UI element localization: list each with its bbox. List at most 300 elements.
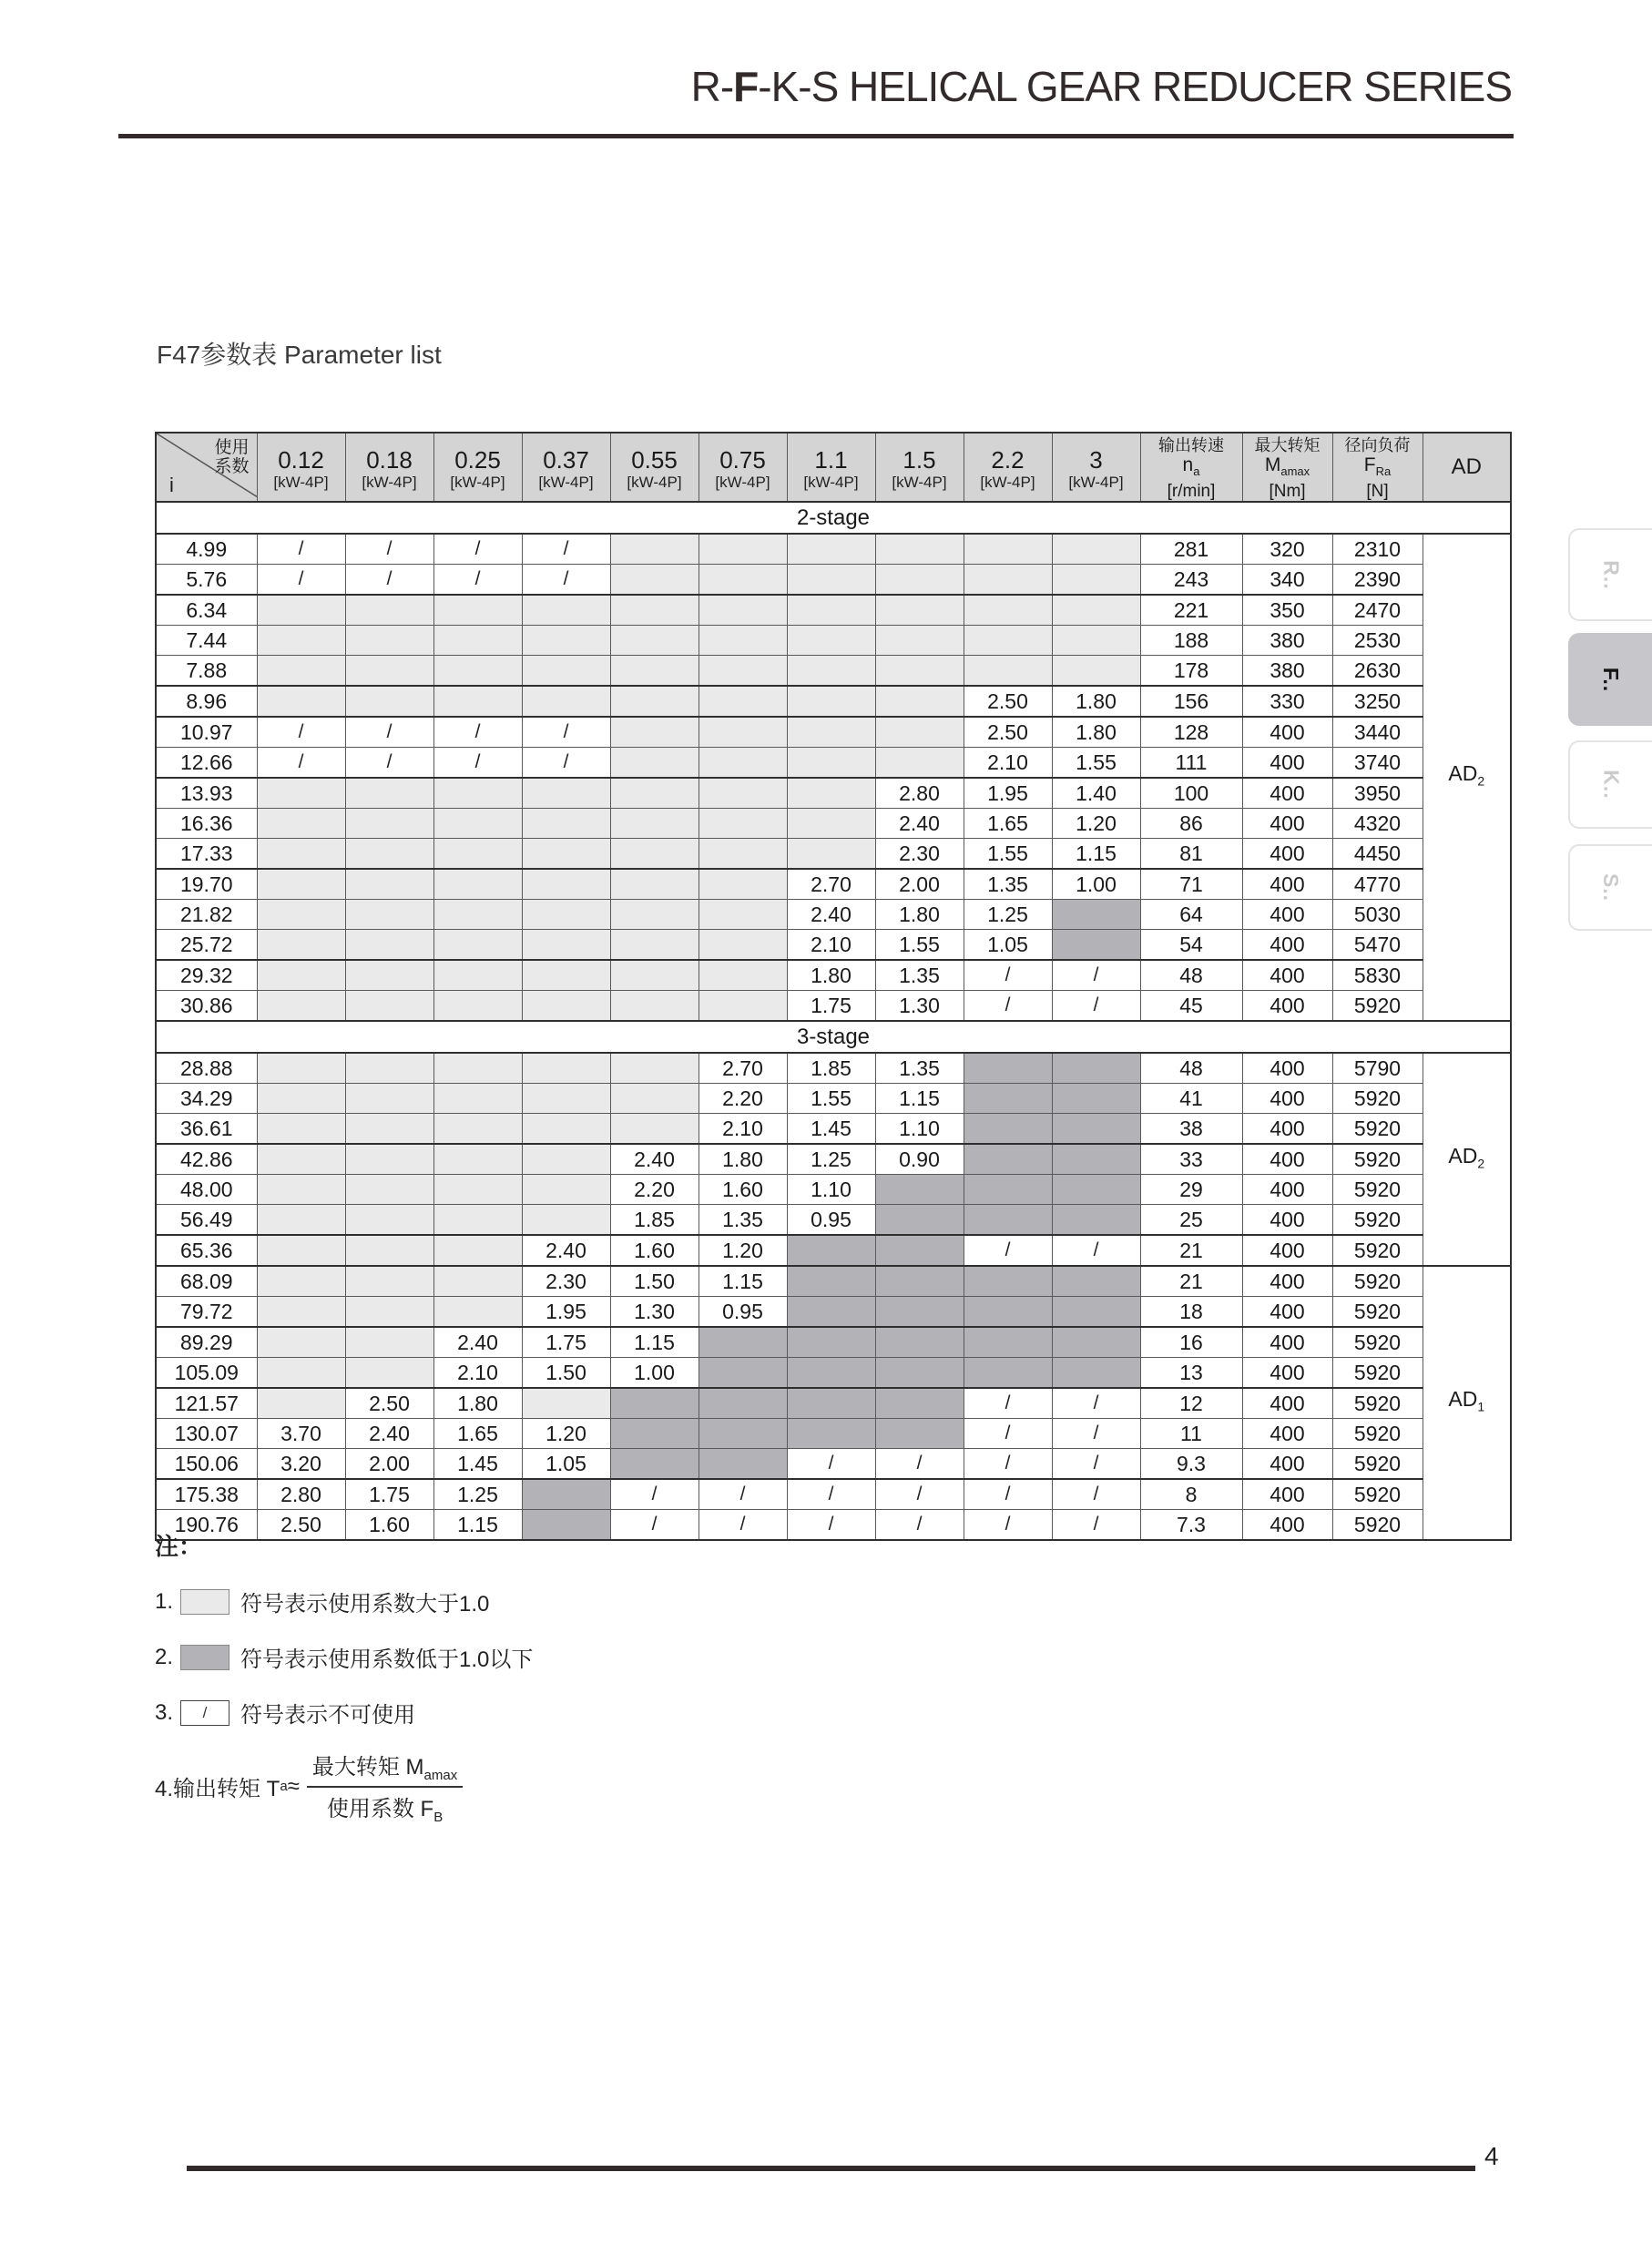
factor-cell-below-1 xyxy=(787,1327,875,1358)
factor-cell-above-1 xyxy=(257,1358,345,1389)
power-column-header: 0.12 [kW-4P] xyxy=(257,433,345,502)
table-row xyxy=(156,1175,1511,1205)
page-title-bold: F xyxy=(733,63,759,110)
speed-cell: 33 xyxy=(1140,1144,1242,1175)
factor-cell-above-1 xyxy=(875,595,964,626)
not-usable-cell: / xyxy=(345,565,433,596)
torque-cell: 380 xyxy=(1242,626,1332,656)
factor-cell-above-1 xyxy=(875,717,964,748)
factor-cell: 1.35 xyxy=(875,1053,964,1084)
table-row xyxy=(156,930,1511,961)
factor-cell-below-1 xyxy=(964,1053,1052,1084)
speed-cell: 156 xyxy=(1140,686,1242,717)
not-usable-cell: / xyxy=(875,1510,964,1541)
table-row xyxy=(156,1114,1511,1145)
torque-cell: 400 xyxy=(1242,1175,1332,1205)
factor-cell-above-1 xyxy=(433,656,522,687)
factor-cell-above-1 xyxy=(257,686,345,717)
factor-cell-above-1 xyxy=(257,1084,345,1114)
factor-cell-above-1 xyxy=(345,960,433,991)
not-usable-cell: / xyxy=(699,1479,787,1510)
radial-load-cell: 3440 xyxy=(1332,717,1423,748)
speed-cell: 243 xyxy=(1140,565,1242,596)
table-row xyxy=(156,1358,1511,1389)
power-column-header: 3 [kW-4P] xyxy=(1052,433,1140,502)
factor-cell-above-1 xyxy=(345,839,433,870)
torque-cell: 400 xyxy=(1242,991,1332,1022)
corner-header-cell xyxy=(156,433,257,502)
radial-load-cell: 2470 xyxy=(1332,595,1423,626)
ratio-cell: 13.93 xyxy=(156,778,257,809)
factor-cell-below-1 xyxy=(610,1388,699,1419)
radial-load-cell: 5920 xyxy=(1332,1175,1423,1205)
not-usable-cell: / xyxy=(1052,991,1140,1022)
speed-cell: 41 xyxy=(1140,1084,1242,1114)
note-text: 符号表示使用系数低于1.0以下 xyxy=(240,1647,534,1672)
factor-cell-above-1 xyxy=(1052,595,1140,626)
factor-cell-above-1 xyxy=(345,1266,433,1297)
factor-cell-above-1 xyxy=(610,626,699,656)
factor-cell-above-1 xyxy=(522,1084,610,1114)
factor-cell: 1.15 xyxy=(1052,839,1140,870)
factor-cell: 1.80 xyxy=(433,1388,522,1419)
factor-cell-below-1 xyxy=(1052,1266,1140,1297)
not-usable-cell: / xyxy=(345,748,433,779)
factor-cell-above-1 xyxy=(787,809,875,839)
torque-cell: 400 xyxy=(1242,1327,1332,1358)
factor-cell-above-1 xyxy=(257,626,345,656)
not-usable-cell: / xyxy=(964,991,1052,1022)
ad-column-header: AD xyxy=(1423,433,1511,502)
not-usable-cell: / xyxy=(257,717,345,748)
page-title xyxy=(691,62,1512,111)
torque-cell: 340 xyxy=(1242,565,1332,596)
factor-cell-above-1 xyxy=(345,778,433,809)
ratio-cell: 130.07 xyxy=(156,1419,257,1449)
speed-cell: 38 xyxy=(1140,1114,1242,1145)
note-text: 符号表示使用系数大于1.0 xyxy=(240,1592,490,1617)
factor-cell-below-1 xyxy=(875,1235,964,1266)
speed-cell: 221 xyxy=(1140,595,1242,626)
table-row xyxy=(156,1388,1511,1419)
table-row xyxy=(156,991,1511,1022)
torque-cell: 400 xyxy=(1242,1205,1332,1236)
ratio-cell: 7.44 xyxy=(156,626,257,656)
factor-cell-above-1 xyxy=(522,1053,610,1084)
factor-cell: 2.80 xyxy=(875,778,964,809)
ratio-cell: 5.76 xyxy=(156,565,257,596)
factor-cell-above-1 xyxy=(699,778,787,809)
torque-cell: 400 xyxy=(1242,839,1332,870)
slash-swatch: / xyxy=(180,1700,229,1726)
not-usable-cell: / xyxy=(964,1235,1052,1266)
ratio-cell: 56.49 xyxy=(156,1205,257,1236)
not-usable-cell: / xyxy=(257,534,345,565)
side-tab-s[interactable] xyxy=(1568,844,1652,931)
not-usable-cell: / xyxy=(964,1449,1052,1480)
speed-cell: 48 xyxy=(1140,1053,1242,1084)
radial-load-cell: 5920 xyxy=(1332,991,1423,1022)
factor-cell: 1.50 xyxy=(610,1266,699,1297)
not-usable-cell: / xyxy=(1052,1510,1140,1541)
factor-cell-above-1 xyxy=(787,534,875,565)
dark-shade-swatch xyxy=(180,1645,229,1670)
stage-band-row xyxy=(156,1021,1511,1053)
factor-cell-above-1 xyxy=(699,656,787,687)
radial-load-cell: 5920 xyxy=(1332,1358,1423,1389)
factor-cell-above-1 xyxy=(345,1327,433,1358)
factor-cell-above-1 xyxy=(433,1144,522,1175)
factor-cell-below-1 xyxy=(699,1419,787,1449)
factor-cell: 0.95 xyxy=(787,1205,875,1236)
radial-load-cell: 5920 xyxy=(1332,1114,1423,1145)
power-column-header: 2.2 [kW-4P] xyxy=(964,433,1052,502)
not-usable-cell: / xyxy=(1052,1235,1140,1266)
not-usable-cell: / xyxy=(433,534,522,565)
torque-cell: 400 xyxy=(1242,1510,1332,1541)
factor-cell-above-1 xyxy=(345,595,433,626)
torque-cell: 400 xyxy=(1242,1419,1332,1449)
factor-cell-above-1 xyxy=(433,1084,522,1114)
factor-cell-above-1 xyxy=(964,595,1052,626)
factor-cell-above-1 xyxy=(610,869,699,900)
factor-cell-above-1 xyxy=(345,1053,433,1084)
torque-cell: 380 xyxy=(1242,656,1332,687)
speed-cell: 16 xyxy=(1140,1327,1242,1358)
ratio-cell: 34.29 xyxy=(156,1084,257,1114)
factor-cell: 1.65 xyxy=(433,1419,522,1449)
factor-cell-above-1 xyxy=(699,869,787,900)
factor-cell-above-1 xyxy=(433,809,522,839)
speed-cell: 13 xyxy=(1140,1358,1242,1389)
factor-cell: 3.20 xyxy=(257,1449,345,1480)
not-usable-cell: / xyxy=(787,1510,875,1541)
torque-cell: 400 xyxy=(1242,960,1332,991)
factor-cell-above-1 xyxy=(257,1327,345,1358)
not-usable-cell: / xyxy=(964,960,1052,991)
power-column-header: 1.1 [kW-4P] xyxy=(787,433,875,502)
factor-cell-above-1 xyxy=(522,930,610,961)
radial-load-cell: 4770 xyxy=(1332,869,1423,900)
factor-cell-above-1 xyxy=(345,1114,433,1145)
torque-cell: 400 xyxy=(1242,1388,1332,1419)
factor-cell-above-1 xyxy=(257,1175,345,1205)
factor-cell-above-1 xyxy=(257,1114,345,1145)
radial-load-cell: 2310 xyxy=(1332,534,1423,565)
radial-load-cell: 3950 xyxy=(1332,778,1423,809)
ratio-cell: 36.61 xyxy=(156,1114,257,1145)
side-tab-k[interactable] xyxy=(1568,740,1652,829)
factor-cell-below-1 xyxy=(1052,900,1140,930)
factor-cell-above-1 xyxy=(787,626,875,656)
torque-cell: 400 xyxy=(1242,809,1332,839)
factor-cell: 1.05 xyxy=(522,1449,610,1480)
not-usable-cell: / xyxy=(964,1419,1052,1449)
factor-cell: 1.30 xyxy=(875,991,964,1022)
factor-cell-below-1 xyxy=(1052,1358,1140,1389)
factor-cell: 1.60 xyxy=(345,1510,433,1541)
radial-load-cell: 5920 xyxy=(1332,1327,1423,1358)
speed-cell: 8 xyxy=(1140,1479,1242,1510)
factor-cell: 1.50 xyxy=(522,1358,610,1389)
not-usable-cell: / xyxy=(875,1479,964,1510)
radial-load-cell: 5920 xyxy=(1332,1419,1423,1449)
factor-cell: 1.45 xyxy=(433,1449,522,1480)
factor-cell-above-1 xyxy=(345,1144,433,1175)
factor-cell: 1.75 xyxy=(522,1327,610,1358)
factor-cell-above-1 xyxy=(433,1114,522,1145)
not-usable-cell: / xyxy=(1052,960,1140,991)
factor-cell: 1.15 xyxy=(433,1510,522,1541)
factor-cell: 1.80 xyxy=(1052,686,1140,717)
factor-cell-above-1 xyxy=(522,656,610,687)
factor-cell: 2.50 xyxy=(257,1510,345,1541)
not-usable-cell: / xyxy=(257,748,345,779)
factor-cell-above-1 xyxy=(433,1266,522,1297)
factor-cell: 1.65 xyxy=(964,809,1052,839)
note-number: 1. xyxy=(155,1588,174,1614)
ratio-cell: 65.36 xyxy=(156,1235,257,1266)
factor-cell: 1.55 xyxy=(875,930,964,961)
factor-cell-above-1 xyxy=(699,960,787,991)
factor-cell-below-1 xyxy=(1052,1175,1140,1205)
stage-band-label: 3-stage xyxy=(156,1021,1511,1053)
factor-cell-above-1 xyxy=(699,809,787,839)
torque-cell: 320 xyxy=(1242,534,1332,565)
formula-prefix: 4.输出转矩 T xyxy=(155,1777,280,1802)
factor-cell-above-1 xyxy=(345,1175,433,1205)
factor-cell-above-1 xyxy=(522,839,610,870)
ratio-cell: 48.00 xyxy=(156,1175,257,1205)
factor-cell-above-1 xyxy=(1052,626,1140,656)
factor-cell-below-1 xyxy=(964,1297,1052,1328)
factor-cell-below-1 xyxy=(1052,1114,1140,1145)
factor-cell-above-1 xyxy=(433,1205,522,1236)
factor-cell-above-1 xyxy=(257,1235,345,1266)
ratio-label: i xyxy=(169,474,174,497)
factor-cell-above-1 xyxy=(875,565,964,596)
torque-cell: 400 xyxy=(1242,717,1332,748)
radial-load-cell: 5920 xyxy=(1332,1266,1423,1297)
table-caption: F47参数表 Parameter list xyxy=(157,341,442,369)
factor-cell-above-1 xyxy=(787,656,875,687)
factor-cell: 2.10 xyxy=(787,930,875,961)
factor-cell-above-1 xyxy=(610,930,699,961)
radial-load-cell: 3740 xyxy=(1332,748,1423,779)
factor-cell-above-1 xyxy=(699,839,787,870)
factor-cell-above-1 xyxy=(345,991,433,1022)
factor-cell-above-1 xyxy=(257,778,345,809)
factor-cell: 1.35 xyxy=(699,1205,787,1236)
radial-load-cell: 5920 xyxy=(1332,1084,1423,1114)
factor-cell-above-1 xyxy=(345,1084,433,1114)
side-tab-r[interactable] xyxy=(1568,528,1652,621)
factor-cell-below-1 xyxy=(787,1358,875,1389)
factor-cell-above-1 xyxy=(610,1084,699,1114)
factor-cell-below-1 xyxy=(522,1479,610,1510)
speed-cell: 86 xyxy=(1140,809,1242,839)
radial-load-cell: 3250 xyxy=(1332,686,1423,717)
ratio-cell: 150.06 xyxy=(156,1449,257,1480)
factor-cell-above-1 xyxy=(522,1144,610,1175)
factor-cell-above-1 xyxy=(522,778,610,809)
factor-cell: 2.40 xyxy=(522,1235,610,1266)
power-column-header: 0.55 [kW-4P] xyxy=(610,433,699,502)
not-usable-cell: / xyxy=(433,748,522,779)
factor-cell-above-1 xyxy=(257,1053,345,1084)
not-usable-cell: / xyxy=(610,1510,699,1541)
factor-cell: 1.80 xyxy=(1052,717,1140,748)
torque-cell: 400 xyxy=(1242,1053,1332,1084)
factor-cell-above-1 xyxy=(610,960,699,991)
factor-cell-above-1 xyxy=(610,686,699,717)
note-item-3 xyxy=(155,1697,533,1729)
factor-cell: 1.25 xyxy=(787,1144,875,1175)
factor-cell-above-1 xyxy=(433,869,522,900)
factor-cell-above-1 xyxy=(257,1266,345,1297)
factor-cell: 2.40 xyxy=(787,900,875,930)
factor-cell-above-1 xyxy=(787,778,875,809)
table-row xyxy=(156,1205,1511,1236)
factor-cell: 1.60 xyxy=(610,1235,699,1266)
factor-cell-above-1 xyxy=(345,809,433,839)
radial-load-cell: 2630 xyxy=(1332,656,1423,687)
factor-cell: 1.35 xyxy=(875,960,964,991)
ratio-cell: 19.70 xyxy=(156,869,257,900)
table-row xyxy=(156,748,1511,779)
side-tab-f[interactable] xyxy=(1568,633,1652,726)
table-row xyxy=(156,960,1511,991)
radial-load-cell: 5920 xyxy=(1332,1388,1423,1419)
factor-cell: 1.15 xyxy=(699,1266,787,1297)
page-title-pre: R- xyxy=(690,63,734,110)
table-row xyxy=(156,1479,1511,1510)
factor-cell: 1.10 xyxy=(875,1114,964,1145)
not-usable-cell: / xyxy=(433,717,522,748)
factor-cell-above-1 xyxy=(433,778,522,809)
factor-cell: 1.55 xyxy=(787,1084,875,1114)
factor-cell-above-1 xyxy=(257,1388,345,1419)
factor-cell: 1.00 xyxy=(1052,869,1140,900)
factor-cell: 0.90 xyxy=(875,1144,964,1175)
factor-cell-above-1 xyxy=(699,748,787,779)
ratio-cell: 121.57 xyxy=(156,1388,257,1419)
factor-cell-below-1 xyxy=(1052,1205,1140,1236)
factor-cell-above-1 xyxy=(699,991,787,1022)
factor-cell-above-1 xyxy=(433,626,522,656)
factor-cell-above-1 xyxy=(699,686,787,717)
not-usable-cell: / xyxy=(964,1479,1052,1510)
speed-cell: 9.3 xyxy=(1140,1449,1242,1480)
title-divider xyxy=(118,134,1514,138)
factor-cell-above-1 xyxy=(433,930,522,961)
factor-cell-above-1 xyxy=(787,565,875,596)
factor-cell: 1.85 xyxy=(787,1053,875,1084)
note-text: 符号表示不可使用 xyxy=(240,1703,416,1728)
factor-cell-below-1 xyxy=(699,1327,787,1358)
table-row xyxy=(156,1053,1511,1084)
factor-cell-above-1 xyxy=(257,991,345,1022)
factor-cell-below-1 xyxy=(1052,1144,1140,1175)
note-number: 2. xyxy=(155,1644,174,1669)
power-column-header: 1.5 [kW-4P] xyxy=(875,433,964,502)
ratio-cell: 42.86 xyxy=(156,1144,257,1175)
factor-cell: 1.80 xyxy=(699,1144,787,1175)
factor-cell: 2.10 xyxy=(699,1114,787,1145)
factor-cell-above-1 xyxy=(610,748,699,779)
ratio-cell: 17.33 xyxy=(156,839,257,870)
not-usable-cell: / xyxy=(1052,1388,1140,1419)
ratio-cell: 28.88 xyxy=(156,1053,257,1084)
speed-cell: 45 xyxy=(1140,991,1242,1022)
factor-cell-above-1 xyxy=(257,930,345,961)
ratio-cell: 16.36 xyxy=(156,809,257,839)
factor-cell: 1.05 xyxy=(964,930,1052,961)
factor-cell: 2.30 xyxy=(875,839,964,870)
factor-cell-below-1 xyxy=(1052,930,1140,961)
radial-load-cell: 5920 xyxy=(1332,1449,1423,1480)
power-column-header: 0.25 [kW-4P] xyxy=(433,433,522,502)
factor-cell: 1.80 xyxy=(787,960,875,991)
radial-load-cell: 4450 xyxy=(1332,839,1423,870)
factor-cell: 2.20 xyxy=(610,1175,699,1205)
factor-cell-above-1 xyxy=(345,1297,433,1328)
factor-cell: 1.30 xyxy=(610,1297,699,1328)
radial-load-cell: 5920 xyxy=(1332,1510,1423,1541)
factor-cell-above-1 xyxy=(257,900,345,930)
factor-cell-above-1 xyxy=(787,595,875,626)
not-usable-cell: / xyxy=(433,565,522,596)
not-usable-cell: / xyxy=(522,748,610,779)
table-row xyxy=(156,809,1511,839)
factor-cell-above-1 xyxy=(522,809,610,839)
factor-cell-above-1 xyxy=(610,1114,699,1145)
table-row xyxy=(156,1419,1511,1449)
factor-cell-above-1 xyxy=(875,656,964,687)
factor-cell: 1.55 xyxy=(964,839,1052,870)
not-usable-cell: / xyxy=(787,1449,875,1480)
radial-load-cell: 5790 xyxy=(1332,1053,1423,1084)
factor-cell-above-1 xyxy=(257,869,345,900)
factor-cell-above-1 xyxy=(699,900,787,930)
formula-prefix-sub: a xyxy=(280,1779,288,1795)
factor-cell: 0.95 xyxy=(699,1297,787,1328)
speed-cell: 128 xyxy=(1140,717,1242,748)
ratio-cell: 190.76 xyxy=(156,1510,257,1541)
not-usable-cell: / xyxy=(787,1479,875,1510)
not-usable-cell: / xyxy=(1052,1479,1140,1510)
speed-cell: 29 xyxy=(1140,1175,1242,1205)
factor-cell-above-1 xyxy=(257,839,345,870)
factor-cell: 1.95 xyxy=(522,1297,610,1328)
torque-cell: 350 xyxy=(1242,595,1332,626)
ratio-cell: 10.97 xyxy=(156,717,257,748)
table-row xyxy=(156,869,1511,900)
factor-cell-above-1 xyxy=(610,991,699,1022)
factor-cell: 2.00 xyxy=(875,869,964,900)
factor-cell-below-1 xyxy=(875,1388,964,1419)
factor-cell-above-1 xyxy=(610,565,699,596)
table-row xyxy=(156,778,1511,809)
factor-cell-above-1 xyxy=(964,534,1052,565)
not-usable-cell: / xyxy=(257,565,345,596)
factor-cell: 2.40 xyxy=(610,1144,699,1175)
power-column-header: 0.75 [kW-4P] xyxy=(699,433,787,502)
speed-cell: 71 xyxy=(1140,869,1242,900)
factor-cell-above-1 xyxy=(257,960,345,991)
factor-cell-below-1 xyxy=(787,1266,875,1297)
factor-cell: 1.00 xyxy=(610,1358,699,1389)
